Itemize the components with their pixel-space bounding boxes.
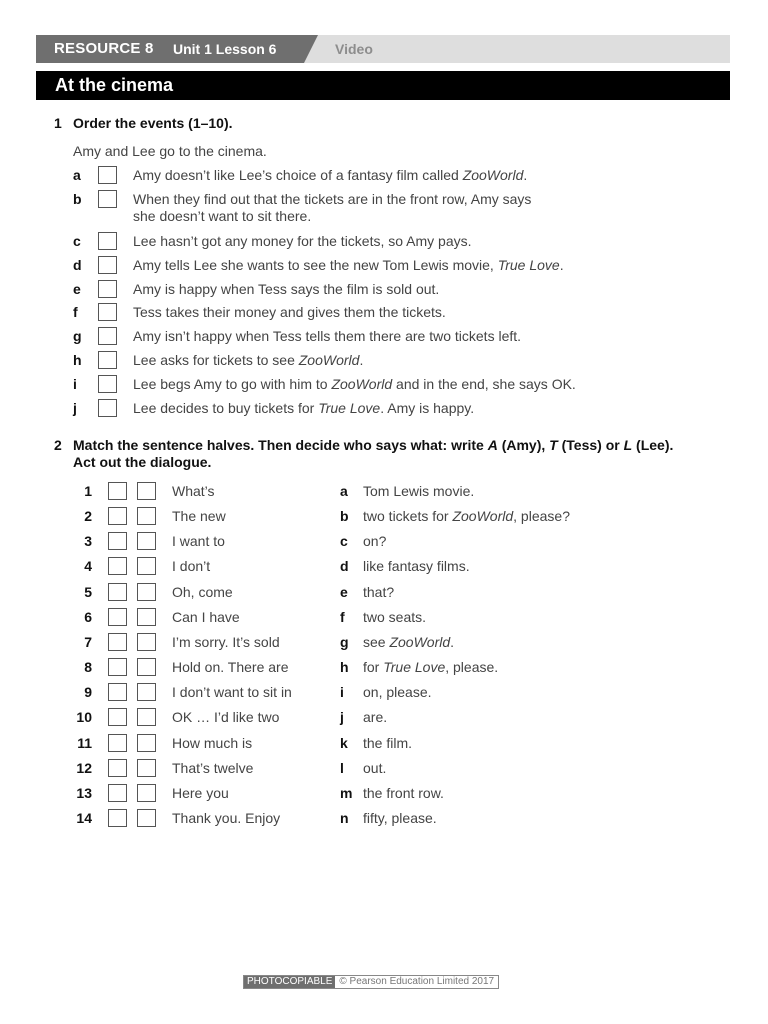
event-text: Lee decides to buy tickets for True Love. Amy is happy. xyxy=(133,400,475,416)
speaker-box[interactable] xyxy=(137,809,156,827)
footer xyxy=(243,975,499,989)
event-text: Amy doesn’t like Lee’s choice of a fantasy film called ZooWorld. xyxy=(133,167,528,183)
event-letter: f xyxy=(73,304,78,320)
match-row xyxy=(0,808,768,828)
sentence-first-half: I don’t want to sit in xyxy=(172,684,292,701)
ending-letter: j xyxy=(340,709,344,726)
match-row xyxy=(0,556,768,576)
match-letter-box[interactable] xyxy=(108,658,127,676)
event-row xyxy=(0,190,768,224)
match-letter-box[interactable] xyxy=(108,734,127,752)
sentence-first-half: OK … I’d like two xyxy=(172,709,280,726)
event-text: Lee begs Amy to go with him to ZooWorld and in the end, she says OK. xyxy=(133,376,576,392)
event-letter: e xyxy=(73,281,81,297)
question-2-number: 2 xyxy=(54,437,62,453)
sentence-first-half: Thank you. Enjoy xyxy=(172,809,281,826)
speaker-box[interactable] xyxy=(137,482,156,500)
match-row xyxy=(0,531,768,551)
sentence-second-half: Tom Lewis movie. xyxy=(363,483,475,499)
event-row xyxy=(0,303,768,323)
match-number: 12 xyxy=(76,759,92,776)
match-row xyxy=(0,506,768,526)
speaker-box[interactable] xyxy=(137,784,156,802)
event-letter: d xyxy=(73,257,82,273)
event-row xyxy=(0,375,768,395)
event-letter: j xyxy=(73,400,77,416)
match-row xyxy=(0,707,768,727)
event-row xyxy=(0,166,768,186)
ending-letter: b xyxy=(340,508,349,525)
event-letter: a xyxy=(73,167,81,183)
title-bar xyxy=(36,71,730,100)
match-number: 10 xyxy=(76,709,92,726)
speaker-box[interactable] xyxy=(137,507,156,525)
speaker-box[interactable] xyxy=(137,734,156,752)
speaker-box[interactable] xyxy=(137,608,156,626)
match-number: 13 xyxy=(76,784,92,801)
question-1-number: 1 xyxy=(54,115,62,131)
sentence-second-half: two seats. xyxy=(363,608,427,625)
match-number: 8 xyxy=(84,659,92,676)
order-box[interactable] xyxy=(98,375,117,393)
match-letter-box[interactable] xyxy=(108,809,127,827)
speaker-box[interactable] xyxy=(137,532,156,550)
sentence-first-half: Here you xyxy=(172,784,229,801)
speaker-box[interactable] xyxy=(137,708,156,726)
match-row xyxy=(0,783,768,803)
question-1-instruction: Order the events (1–10). xyxy=(73,115,233,131)
sentence-second-half: see ZooWorld. xyxy=(363,633,455,650)
event-text: Amy isn’t happy when Tess tells them there are two tickets left. xyxy=(133,328,522,344)
match-number: 11 xyxy=(77,734,92,751)
order-box[interactable] xyxy=(98,232,117,250)
sentence-second-half: are. xyxy=(363,709,388,726)
order-box[interactable] xyxy=(98,280,117,298)
speaker-box[interactable] xyxy=(137,683,156,701)
order-box[interactable] xyxy=(98,256,117,274)
sentence-second-half: like fantasy films. xyxy=(363,558,470,575)
event-row xyxy=(0,256,768,276)
resource-header xyxy=(36,35,730,63)
order-box[interactable] xyxy=(98,327,117,345)
event-row xyxy=(0,327,768,347)
ending-letter: k xyxy=(340,734,348,751)
match-number: 6 xyxy=(84,608,92,625)
sentence-second-half: the film. xyxy=(363,734,413,751)
match-letter-box[interactable] xyxy=(108,784,127,802)
match-row xyxy=(0,582,768,602)
ending-letter: c xyxy=(340,533,348,550)
event-row xyxy=(0,399,768,419)
event-text: Amy tells Lee she wants to see the new Tom Lewis movie, True Love. xyxy=(133,257,564,273)
match-letter-box[interactable] xyxy=(108,633,127,651)
event-row xyxy=(0,232,768,252)
sentence-second-half: for True Love, please. xyxy=(363,659,499,676)
speaker-box[interactable] xyxy=(137,633,156,651)
match-letter-box[interactable] xyxy=(108,759,127,777)
match-letter-box[interactable] xyxy=(108,482,127,500)
match-row xyxy=(0,758,768,778)
speaker-box[interactable] xyxy=(137,557,156,575)
sentence-first-half: What’s xyxy=(172,483,215,499)
match-row xyxy=(0,733,768,753)
event-text: Lee hasn’t got any money for the tickets, so Amy pays. xyxy=(133,233,472,249)
question-1-intro: Amy and Lee go to the cinema. xyxy=(73,143,267,159)
event-text: Tess takes their money and gives them the tickets. xyxy=(133,304,446,320)
match-number: 1 xyxy=(84,483,92,499)
sentence-first-half: I want to xyxy=(172,533,225,550)
sentence-second-half: two tickets for ZooWorld, please? xyxy=(363,508,570,525)
match-number: 9 xyxy=(84,684,92,701)
unit-lesson-label: Unit 1 Lesson 6 xyxy=(173,41,277,57)
copyright-text: © Pearson Education Limited 2017 xyxy=(339,976,495,987)
resource-label: RESOURCE 8 xyxy=(54,40,154,57)
event-letter: b xyxy=(73,191,82,207)
photocopiable-label: PHOTOCOPIABLE xyxy=(244,976,335,988)
sentence-first-half: Hold on. There are xyxy=(172,659,289,676)
match-number: 4 xyxy=(84,558,92,575)
ending-letter: f xyxy=(340,608,345,625)
match-letter-box[interactable] xyxy=(108,583,127,601)
ending-letter: e xyxy=(340,583,348,600)
sentence-second-half: out. xyxy=(363,759,387,776)
match-letter-box[interactable] xyxy=(108,507,127,525)
match-number: 3 xyxy=(84,533,92,550)
sentence-second-half: that? xyxy=(363,583,395,600)
match-row xyxy=(0,657,768,677)
match-number: 2 xyxy=(84,508,92,525)
sentence-first-half: I don’t xyxy=(172,558,211,575)
match-number: 14 xyxy=(76,809,92,826)
sentence-first-half: I’m sorry. It’s sold xyxy=(172,633,280,650)
ending-letter: i xyxy=(340,684,344,701)
event-letter: h xyxy=(73,352,82,368)
match-letter-box[interactable] xyxy=(108,557,127,575)
order-box[interactable] xyxy=(98,351,117,369)
ending-letter: n xyxy=(340,809,349,826)
question-2-instruction: Match the sentence halves. Then decide who says what: write A (Amy), T (Tess) or L (Lee). Act out the dialogue. xyxy=(73,437,674,470)
match-letter-box[interactable] xyxy=(108,608,127,626)
match-row xyxy=(0,682,768,702)
order-box[interactable] xyxy=(98,166,117,184)
sentence-first-half: The new xyxy=(172,508,226,525)
order-box[interactable] xyxy=(98,399,117,417)
ending-letter: m xyxy=(340,784,353,801)
sentence-first-half: That’s twelve xyxy=(172,759,254,776)
event-letter: i xyxy=(73,376,77,392)
event-letter: c xyxy=(73,233,81,249)
event-letter: g xyxy=(73,328,82,344)
ending-letter: d xyxy=(340,558,349,575)
match-letter-box[interactable] xyxy=(108,708,127,726)
order-box[interactable] xyxy=(98,190,117,208)
speaker-box[interactable] xyxy=(137,658,156,676)
match-row xyxy=(0,481,768,501)
sentence-second-half: the front row. xyxy=(363,784,444,801)
ending-letter: l xyxy=(340,759,344,776)
order-box[interactable] xyxy=(98,303,117,321)
match-letter-box[interactable] xyxy=(108,532,127,550)
speaker-box[interactable] xyxy=(137,759,156,777)
match-number: 5 xyxy=(84,583,92,600)
event-row xyxy=(0,280,768,300)
section-label: Video xyxy=(335,41,373,57)
ending-letter: g xyxy=(340,633,349,650)
sentence-second-half: on? xyxy=(363,533,387,550)
event-text: Lee asks for tickets to see ZooWorld. xyxy=(133,352,364,368)
event-text: Amy is happy when Tess says the film is sold out. xyxy=(133,281,440,297)
match-number: 7 xyxy=(84,633,92,650)
match-letter-box[interactable] xyxy=(108,683,127,701)
sentence-second-half: fifty, please. xyxy=(363,809,437,826)
match-row xyxy=(0,607,768,627)
page-title: At the cinema xyxy=(55,75,174,95)
ending-letter: h xyxy=(340,659,349,676)
speaker-box[interactable] xyxy=(137,583,156,601)
sentence-first-half: How much is xyxy=(172,734,253,751)
match-row xyxy=(0,632,768,652)
sentence-first-half: Can I have xyxy=(172,608,240,625)
event-text: When they find out that the tickets are in the front row, Amy says she doesn’t want to sit there. xyxy=(133,191,532,224)
sentence-second-half: on, please. xyxy=(363,684,432,701)
sentence-first-half: Oh, come xyxy=(172,583,233,600)
ending-letter: a xyxy=(340,483,348,499)
event-row xyxy=(0,351,768,371)
